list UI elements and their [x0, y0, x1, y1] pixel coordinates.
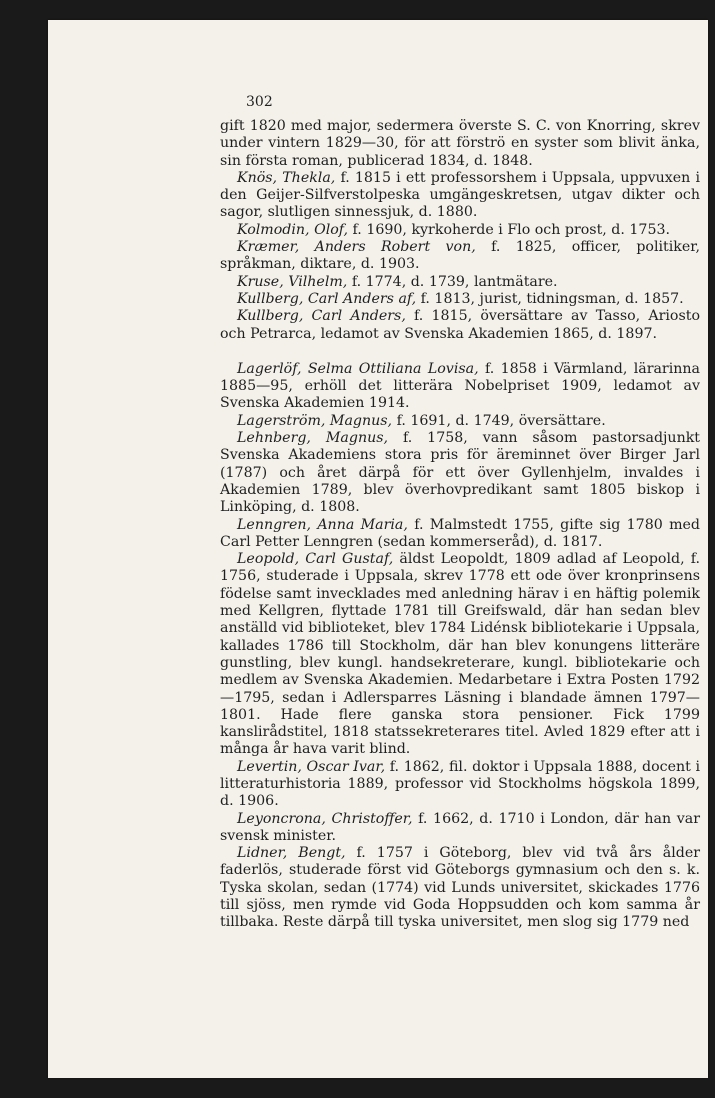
entry-name: Kullberg, Carl Anders,	[237, 308, 406, 325]
entry-text: f. 1774, d. 1739, lantmätare.	[347, 273, 558, 290]
entry-text: f. 1757 i Göteborg, blev vid två års ålder faderlös, studerade först vid Göteborgs gymnasium och den s. k. Tyska skolan, sedan (1774) vid Lunds universitet, skickades 1776 till sjöss, men rymde vid Goda Hoppsudden och kom samma år tillbaka. Reste därpå till tyska universitet, men slog sig 1779 ned	[220, 845, 700, 931]
entry-text: f. 1858 i Värmland, lärarinna 1885—95, erhöll det litterära Nobelpriset 1909, ledamot av Svenska Akademien 1914.	[220, 360, 700, 412]
entry-leopold	[220, 551, 700, 759]
book-page	[48, 20, 708, 1078]
entry-lagerlof	[220, 361, 700, 413]
entry-text: f. 1825, officer, politiker, språkman, diktare, d. 1903.	[220, 239, 700, 273]
entry-kullberg-af	[220, 291, 700, 308]
entry-name: Knös, Thekla,	[237, 169, 336, 186]
entry-text: f. Malmstedt 1755, gifte sig 1780 med Carl Petter Lenngren (sedan kommerseråd), d. 1817.	[220, 516, 700, 550]
entry-kruse	[220, 274, 700, 291]
entry-levertin	[220, 759, 700, 811]
entry-name: Leopold, Carl Gustaf,	[237, 551, 394, 568]
entry-name: Lenngren, Anna Maria,	[237, 516, 408, 533]
entry-lagerstrom	[220, 413, 700, 430]
entry-name: Kræmer, Anders Robert von,	[237, 239, 476, 256]
entry-text: f. 1690, kyrkoherde i Flo och prost, d. 1753.	[348, 221, 671, 238]
entry-kraemer	[220, 239, 700, 274]
entry-name: Kolmodin, Olof,	[237, 221, 349, 238]
entry-name: Kruse, Vilhelm,	[237, 273, 348, 290]
entry-text: f. 1815 i ett professorshem i Uppsala, uppvuxen i den Geijer-Silfverstolpeska umgängeskretsen, utgav dikter och sagor, slutligen sinnessjuk, d. 1880.	[220, 169, 700, 221]
entry-kullberg	[220, 308, 700, 343]
entry-name: Levertin, Oscar Ivar,	[237, 758, 386, 775]
entry-name: Kullberg, Carl Anders af,	[237, 290, 417, 307]
entry-name: Lagerström, Magnus,	[237, 412, 393, 429]
entry-name: Lidner, Bengt,	[237, 845, 346, 862]
entry-text: f. 1662, d. 1710 i London, där han var svensk minister.	[220, 810, 700, 844]
entry-knos	[220, 170, 700, 222]
entry-lehnberg	[220, 430, 700, 516]
entry-name: Lagerlöf, Selma Ottiliana Lovisa,	[237, 360, 479, 377]
entry-lidner	[220, 845, 700, 931]
entry-name: Lehnberg, Magnus,	[237, 430, 389, 447]
entry-text: f. 1815, översättare av Tasso, Ariosto och Petrarca, ledamot av Svenska Akademien 1865, d. 1897.	[220, 308, 700, 342]
entry-text: f. 1691, d. 1749, översättare.	[392, 412, 606, 429]
body-text	[220, 118, 700, 932]
entry-lenngren	[220, 517, 700, 552]
entry-name: Leyoncrona, Christoffer,	[237, 810, 413, 827]
entry-kolmodin	[220, 222, 700, 239]
entry-text: f. 1758, vann såsom pastorsadjunkt Svenska Akademiens stora pris för äreminnet över Birger Jarl (1787) och året därpå för ett över Gyllenhjelm, invaldes i Akademien 1789, blev överhovpredikant samt 1805 biskop i Linköping, d. 1808.	[220, 430, 701, 516]
entry-text: f. 1862, fil. doktor i Uppsala 1888, docent i litteraturhistoria 1889, professor vid Stockholms högskola 1899, d. 1906.	[220, 758, 700, 810]
entry-text: äldst Leopoldt, 1809 adlad af Leopold, f. 1756, studerade i Uppsala, skrev 1778 ett ode över kronprinsens födelse samt invecklades med anledning härav i en häftig polemik med Kellgren, flyttade 1781 till Greifswald, där han sedan blev anställd vid biblioteket, blev 1784 Lidénsk bibliotekarie i Uppsala, kallades 1786 till Stockholm, där han blev konungens litteräre gunstling, blev kungl. handsekreterare, kungl. bibliotekarie och medlem av Svenska Akademien. Medarbetare i Extra Posten 1792—1795, sedan i Adlersparres Läsning i blandade ämnen 1797—1801. Hade flere ganska stora pensioner. Fick 1799 kanslirådstitel, 1818 statssekreterares titel. Avled 1829 efter att i många år hava varit blind.	[220, 551, 700, 758]
entry-leyoncrona	[220, 811, 700, 846]
entry-continuation	[220, 118, 700, 170]
entry-text: gift 1820 med major, sedermera överste S. C. von Knorring, skrev under vintern 1829—30, för att förströ en syster som blivit änka, sin första roman, publicerad 1834, d. 1848.	[220, 118, 700, 169]
page-number: 302	[246, 94, 273, 110]
entry-text: f. 1813, jurist, tidningsman, d. 1857.	[416, 290, 684, 307]
